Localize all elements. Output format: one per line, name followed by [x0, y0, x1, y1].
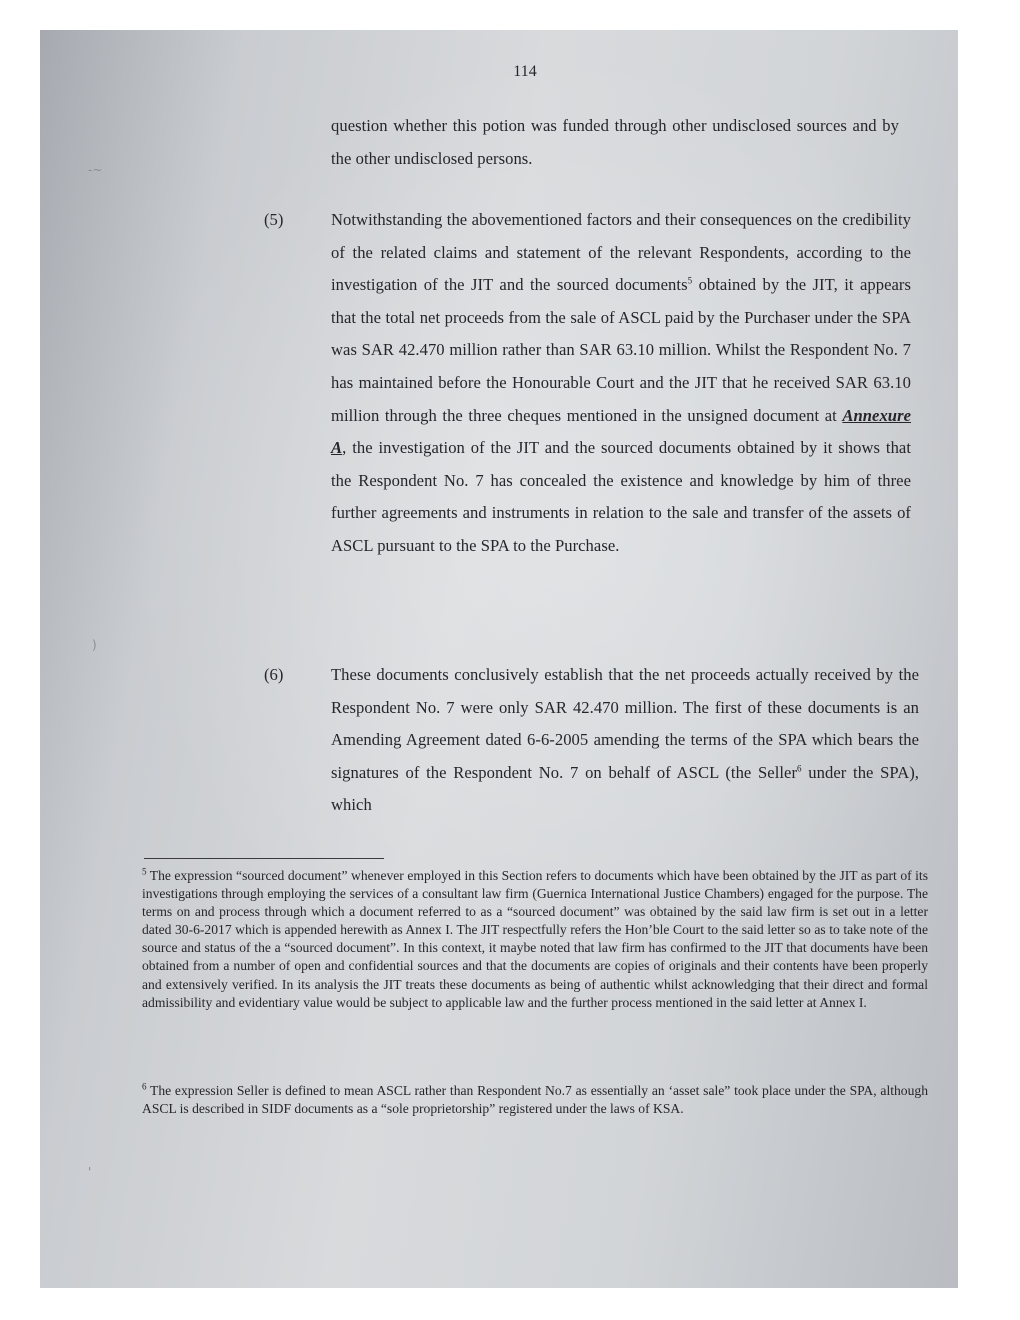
footnote-6-text: The expression Seller is defined to mean ASCL rather than Respondent No.7 as essentially an ‘asset sale” took place under the SPA, although ASCL is described in SIDF documents as a “sole proprietorship” registered under the laws of KSA.	[142, 1083, 928, 1117]
continued-paragraph: question whether this potion was funded through other undisclosed sources and by the other undisclosed persons.	[331, 116, 899, 168]
page-number: 114	[513, 63, 537, 80]
paragraph-5-text-a: Notwithstanding the abovementioned factors and their consequences on the credibility of the related claims and statement of the relevant Respondents, according to the investigation of the JIT and the sourced documents	[331, 210, 911, 295]
document-photo	[40, 30, 958, 1288]
paragraph-6-number: (6)	[264, 665, 284, 684]
margin-pencil-mark: -~	[88, 163, 103, 177]
annexure-a-link[interactable]: Annexure A	[331, 405, 911, 458]
footnote-5-text: The expression “sourced document” whenever employed in this Section refers to documents which have been obtained by the JIT as part of its investigations through employing the services of a consultant law firm (Guernica International Justice Chambers) engaged for the purpose. The terms on and process through which a document referred to as a “sourced document” was obtained by the said law firm is set out in a letter dated 30-6-2017 which is appended herewith as Annex I. The JIT respectfully refers the Hon’ble Court to the said letter so as to take note of the source and status of the a “sourced document”. In this context, it maybe noted that law firm has confirmed to the JIT that documents have been obtained from a number of open and confidential sources and that the documents are copies of originals and their contents have been properly and extensively verified. In its analysis the JIT treats these documents as being of authentic whilst acknowledging that their direct and formal admissibility and evidentiary value would be subject to applicable law and the further process mentioned in the said letter at Annex I.	[142, 868, 928, 1010]
footnote-6	[142, 1082, 928, 1118]
footnote-ref-6[interactable]: 6	[797, 763, 802, 774]
footnote-5	[142, 867, 928, 1012]
margin-pencil-mark: '	[88, 1165, 92, 1179]
paragraph-6-text-b: under the SPA), which	[331, 762, 919, 815]
paragraph-6-text-a: These documents conclusively establish that the net proceeds actually received by the Respondent No. 7 were only SAR 42.470 million. The first of these documents is an Amending Agreement dated 6-6-2005 amending the terms of the SPA which bears the signatures of the Respondent No. 7 on behalf of ASCL (the Seller	[331, 665, 919, 782]
footnote-ref-5[interactable]: 5	[687, 275, 693, 286]
margin-pencil-mark: )	[92, 638, 97, 652]
footnote-5-marker: 5	[142, 866, 147, 877]
paragraph-6	[331, 659, 919, 822]
paragraph-5	[331, 204, 911, 563]
paragraph-5-number: (5)	[264, 210, 284, 229]
footnote-divider	[144, 858, 384, 859]
paragraph-5-text-b: obtained by the JIT, it appears that the total net proceeds from the sale of ASCL paid by the Purchaser under the SPA was SAR 42.470 million rather than SAR 63.10 million. Whilst the Respondent No. 7 has maintained before the Honourable Court and the JIT that he received SAR 63.10 million through the three cheques mentioned in the unsigned document at	[331, 275, 911, 425]
paragraph-5-text-c: , the investigation of the JIT and the sourced documents obtained by it shows that the Respondent No. 7 has concealed the existence and knowledge by him of three further agreements and instruments in relation to the sale and transfer of the assets of ASCL pursuant to the SPA to the Purchase.	[331, 438, 911, 555]
footnote-6-marker: 6	[142, 1081, 147, 1092]
